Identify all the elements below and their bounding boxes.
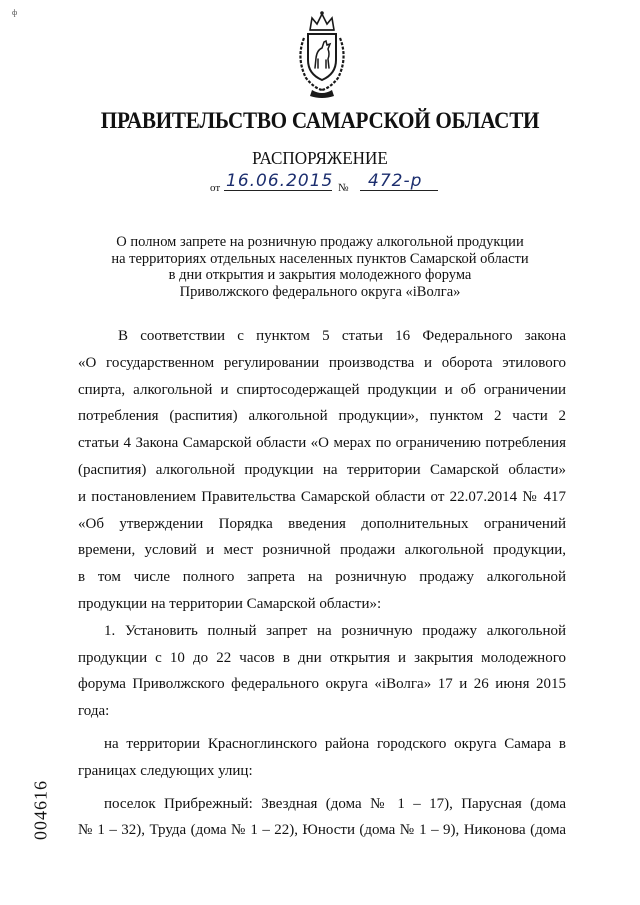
side-serial-number xyxy=(26,775,56,845)
body-line: форума Приволжского федерального округа «iВолга» 17 и 26 июня 2015 xyxy=(78,676,566,693)
samara-coat-of-arms-icon xyxy=(290,10,354,100)
subject-line: в дни открытия и закрытия молодежного форума xyxy=(168,267,472,283)
body-line: 1. Установить полный запрет на розничную продажу алкогольной xyxy=(104,622,566,639)
subject-line: О полном запрете на розничную продажу алкогольной продукции xyxy=(116,234,524,250)
document-type: РАСПОРЯЖЕНИЕ xyxy=(252,148,388,168)
body-line: потребления (распития) алкогольной продукции», пунктом 2 части 2 xyxy=(78,408,566,425)
government-title: ПРАВИТЕЛЬСТВО САМАРСКОЙ ОБЛАСТИ xyxy=(100,108,540,133)
body-line: В соответствии с пунктом 5 статьи 16 Федерального закона xyxy=(118,328,566,344)
body-line: времени, условий и мест розничной продажи алкогольной продукции, xyxy=(78,542,566,559)
corner-mark: ф xyxy=(12,8,18,17)
document-subject xyxy=(60,234,580,300)
subject-line: на территориях отдельных населенных пунктов Самарской области xyxy=(111,250,529,267)
body-line: в том числе полного запрета на розничную продажу алкогольной xyxy=(78,569,566,586)
body-line: статьи 4 Закона Самарской области «О мерах по ограничению потребления xyxy=(78,435,566,452)
number-prefix: № xyxy=(338,182,349,194)
body-line: продукции на территории Самарской области»: xyxy=(78,595,382,612)
date-number-line xyxy=(210,173,470,197)
handwritten-number: 472-р xyxy=(368,171,423,191)
body-line: на территории Красноглинского района городского округа Самара в xyxy=(104,735,566,752)
body-line: № 1 – 32), Труда (дома № 1 – 22), Юности (дома № 1 – 9), Никонова (дома xyxy=(78,822,566,839)
document-body xyxy=(78,323,566,844)
handwritten-date: 16.06.2015 xyxy=(226,171,334,191)
body-line: продукции с 10 до 22 часов в дни открытия и закрытия молодежного xyxy=(78,649,566,666)
body-line: года: xyxy=(78,703,110,720)
subject-line: Приволжского федерального округа «iВолга» xyxy=(179,283,461,300)
body-line: «Об утверждении Порядка введения дополнительных ограничений xyxy=(78,515,566,532)
body-line: «О государственном регулировании производства и оборота этилового xyxy=(78,354,566,371)
body-line: спирта, алкогольной и спиртосодержащей продукции и об ограничении xyxy=(78,381,566,398)
date-prefix: от xyxy=(210,182,221,194)
number-underline xyxy=(360,190,438,191)
body-line: (распития) алкогольной продукции на территории Самарской области» xyxy=(78,461,566,478)
body-line: границах следующих улиц: xyxy=(78,762,253,779)
date-underline xyxy=(224,190,332,191)
side-serial-text: 004616 xyxy=(30,780,51,840)
body-line: и постановлением Правительства Самарской области от 22.07.2014 № 417 xyxy=(78,488,566,505)
body-line: поселок Прибрежный: Звездная (дома № 1 – 17), Парусная (дома xyxy=(104,795,566,812)
